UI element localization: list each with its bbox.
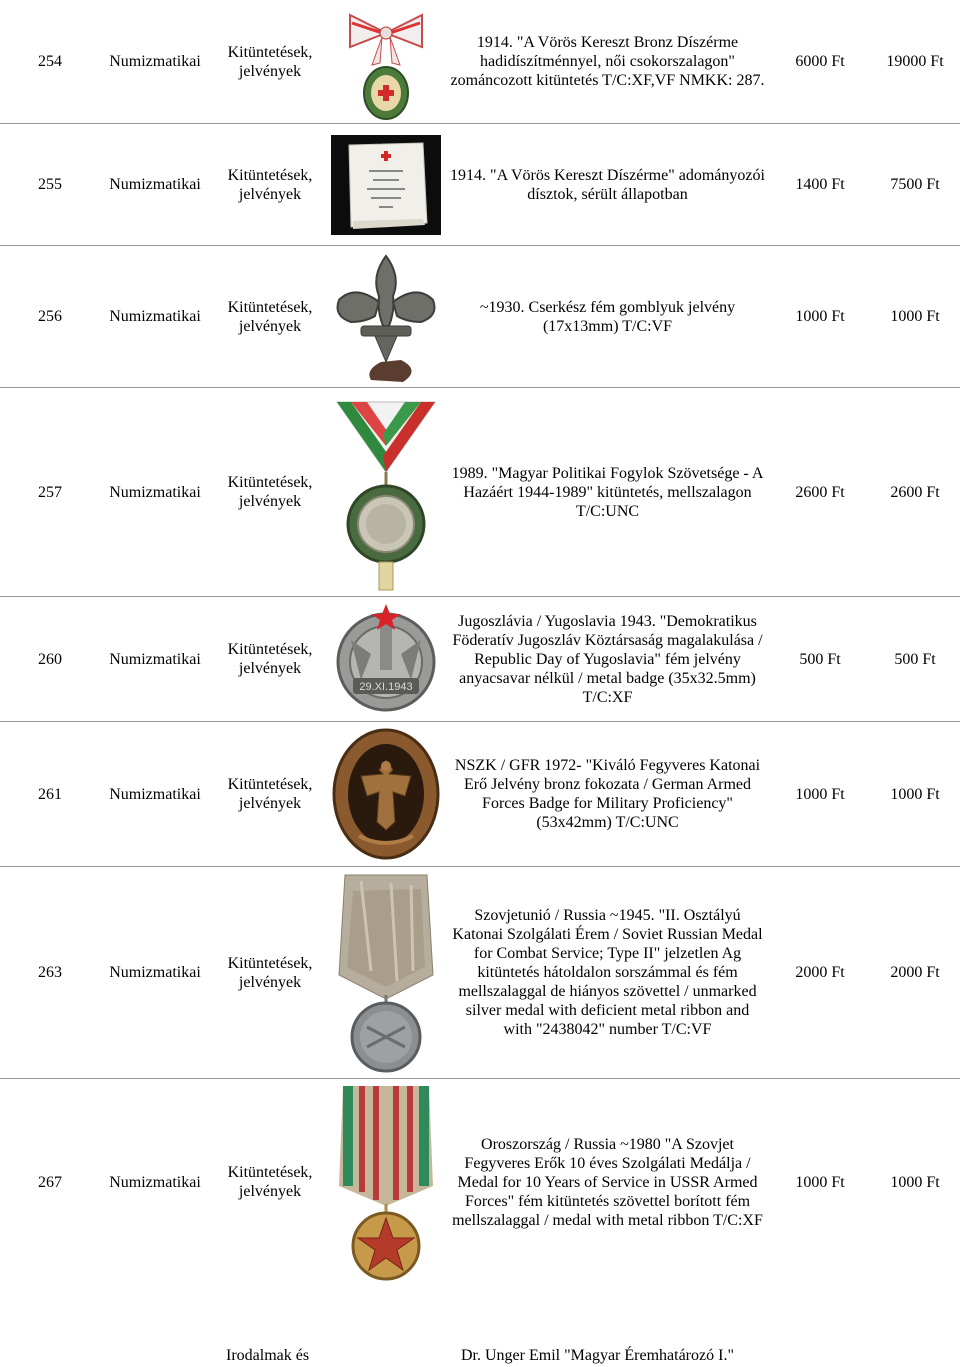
start-price: 2000 Ft [795,964,845,981]
lot-number: 257 [38,483,62,501]
lot-number: 263 [38,964,62,981]
subcategory: Kitüntetések, jelvények [227,166,313,203]
final-price: 7500 Ft [890,176,940,193]
final-price: 2600 Ft [890,483,940,501]
final-price: 1000 Ft [890,308,940,325]
category: Numizmatikai [109,785,201,803]
item-description: Szovjetunió / Russia ~1945. "II. Osztályú Katonai Szolgálati Érem / Soviet Russian Medal for Combat Service; Type II" jelzetlen Ag kitüntetés hátoldalon sorszámmal és fém mellszalaggal de hiányos szövettel / unmarked silver medal with deficient metal ribbon and with "2438042" number T/C:VF [452,907,763,1038]
start-price: 1000 Ft [795,308,845,325]
table-row [0,0,960,123]
item-description: ~1930. Cserkész fém gomblyuk jelvény (17x13mm) T/C:VF [479,298,736,335]
item-description: Oroszország / Russia ~1980 "A Szovjet Fegyveres Erők 10 éves Szolgálati Medálja / Medal for 10 Years of Service in USSR Armed Forces" fém kitüntetés szövettel borított fém mellszalaggal / medal with metal ribbon T/C:XF [452,1135,763,1229]
lot-number: 261 [38,785,62,803]
item-description: 1914. "A Vörös Kereszt Díszérme" adományozói dísztok, sérült állapotban [450,166,765,203]
start-price: 500 Ft [799,650,841,668]
worn-ribbon-medal-icon [325,867,447,1078]
category: Numizmatikai [109,308,201,325]
start-price: 6000 Ft [795,53,845,70]
final-price: 1000 Ft [890,785,940,803]
lot-number: 256 [38,308,62,325]
item-description: 1989. "Magyar Politikai Fogylok Szövetsége - A Hazáért 1944-1989" kitüntetés, mellszalagon T/C:UNC [451,464,764,520]
fleur-de-lis-badge-icon [325,246,447,387]
table-row [0,124,960,245]
start-price: 2600 Ft [795,483,845,501]
final-price: 19000 Ft [886,53,944,70]
final-price: 1000 Ft [890,1173,940,1191]
svg-text:29.XI.1943: 29.XI.1943 [359,681,413,693]
item-description: NSZK / GFR 1972- "Kiváló Fegyveres Katonai Erő Jelvény bronz fokozata / German Armed Forces Badge for Military Proficiency" (53x42mm) T/C:UNC [454,757,761,831]
category: Numizmatikai [109,53,201,70]
category: Numizmatikai [109,964,201,981]
start-price: 1400 Ft [795,176,845,193]
table-row [0,246,960,387]
category: Numizmatikai [109,176,201,193]
table-row [0,597,960,721]
paper-booklet-icon [325,124,447,245]
footer-reference: Dr. Unger Emil "Magyar Éremhatározó I." [461,1347,734,1364]
table-row [0,1079,960,1285]
subcategory: Kitüntetések, jelvények [227,1164,313,1200]
category: Numizmatikai [109,650,201,668]
item-description: Jugoszlávia / Yugoslavia 1943. "Demokratikus Föderatív Jugoszláv Köztársaság magalakulása / Republic Day of Yugoslavia" fém jelvény anyacsavar nélkül / metal badge (35x32.5mm) T/C:XF [452,612,763,706]
subcategory: Kitüntetések, jelvények [227,954,313,991]
subcategory: Kitüntetések, jelvények [227,641,313,677]
table-row [0,388,960,596]
subcategory: Kitüntetések, jelvények [227,474,313,510]
red-cross-decoration-icon [325,0,447,123]
final-price: 500 Ft [894,650,936,668]
table-row [0,722,960,866]
lot-number: 267 [38,1173,62,1191]
item-description: 1914. "A Vörös Kereszt Bronz Díszérme hadidíszítménnyel, női csokorszalagon" zománcozott kitüntetés T/C:XF,VF NMKK: 287. [450,34,765,89]
subcategory: Kitüntetések, jelvények [227,776,313,812]
category: Numizmatikai [109,1173,201,1191]
ribbon-medal-icon [325,388,447,596]
lot-number: 254 [38,53,62,70]
footer-label: Irodalmak és [226,1347,310,1364]
subcategory: Kitüntetések, jelvények [227,298,313,335]
subcategory: Kitüntetések, jelvények [227,43,313,80]
lot-number: 260 [38,650,62,668]
start-price: 1000 Ft [795,1173,845,1191]
eagle-oval-badge-icon [325,722,447,866]
start-price: 1000 Ft [795,785,845,803]
final-price: 2000 Ft [890,964,940,981]
star-wreath-badge-icon [325,597,447,721]
category: Numizmatikai [109,483,201,501]
lot-number: 255 [38,176,62,193]
star-medal-ribbon-icon [325,1079,447,1285]
table-row [0,867,960,1078]
